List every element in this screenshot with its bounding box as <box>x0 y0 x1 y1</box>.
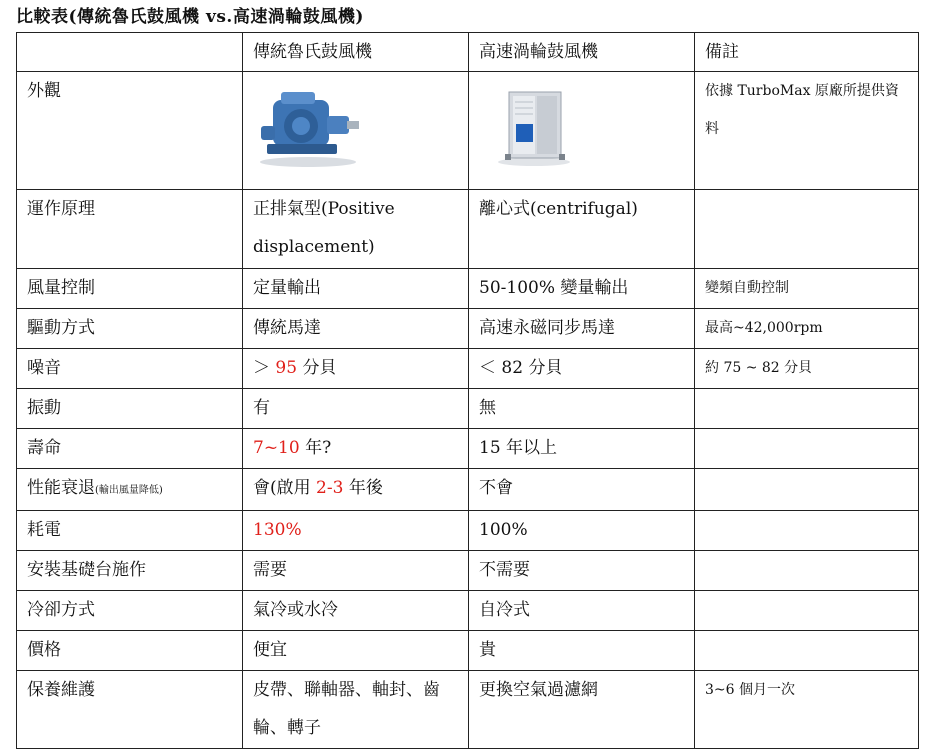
note-drive: 最高~42,000rpm <box>695 309 919 349</box>
turbo-blower-image <box>479 86 589 168</box>
row-label-principle: 運作原理 <box>17 190 243 269</box>
table-row <box>17 469 919 511</box>
table-row <box>17 349 919 389</box>
degrade-prefix: 會(啟用 <box>253 478 317 498</box>
note-airflow: 變頻自動控制 <box>695 269 919 309</box>
roots-cooling: 氣冷或水冷 <box>243 591 469 631</box>
note-foundation <box>695 551 919 591</box>
row-label-drive: 驅動方式 <box>17 309 243 349</box>
header-cell-roots: 傳統魯氏鼓風機 <box>243 33 469 72</box>
roots-power: 130% <box>243 511 469 551</box>
row-label-power: 耗電 <box>17 511 243 551</box>
degrade-suffix: 年後 <box>343 478 383 498</box>
turbo-drive: 高速永磁同步馬達 <box>469 309 695 349</box>
table-row <box>17 511 919 551</box>
appearance-note: 依據 TurboMax 原廠所提供資料 <box>695 72 919 190</box>
roots-airflow: 定量輸出 <box>243 269 469 309</box>
comparison-table <box>16 32 919 749</box>
note-price <box>695 631 919 671</box>
roots-degrade <box>243 469 469 511</box>
note-cooling <box>695 591 919 631</box>
turbo-principle: 離心式(centrifugal) <box>469 190 695 269</box>
turbo-price: 貴 <box>469 631 695 671</box>
degrade-label: 性能衰退 <box>27 478 95 498</box>
turbo-degrade: 不會 <box>469 469 695 511</box>
turbo-airflow: 50-100% 變量輸出 <box>469 269 695 309</box>
noise-unit: 分貝 <box>297 358 337 378</box>
noise-value: 95 <box>275 358 298 378</box>
roots-vibration: 有 <box>243 389 469 429</box>
row-label-noise: 噪音 <box>17 349 243 389</box>
row-label-price: 價格 <box>17 631 243 671</box>
noise-prefix: ＞ <box>253 358 276 378</box>
row-label-cooling: 冷卻方式 <box>17 591 243 631</box>
table-row <box>17 190 919 269</box>
life-unit: 年? <box>299 438 332 458</box>
table-row <box>17 429 919 469</box>
note-life <box>695 429 919 469</box>
header-cell-note: 備註 <box>695 33 919 72</box>
roots-life <box>243 429 469 469</box>
turbo-image-cell <box>469 72 695 190</box>
turbo-cooling: 自冷式 <box>469 591 695 631</box>
note-power <box>695 511 919 551</box>
page-title: 比較表(傳統魯氏鼓風機 vs.高速渦輪鼓風機) <box>16 7 364 27</box>
note-noise: 約 75 ~ 82 分貝 <box>695 349 919 389</box>
row-label-foundation: 安裝基礎台施作 <box>17 551 243 591</box>
turbo-life: 15 年以上 <box>469 429 695 469</box>
table-row <box>17 671 919 749</box>
note-maintenance: 3~6 個月一次 <box>695 671 919 749</box>
row-label-appearance: 外觀 <box>17 72 243 190</box>
header-cell <box>17 33 243 72</box>
degrade-value: 2-3 <box>316 478 344 498</box>
table-row <box>17 551 919 591</box>
table-row <box>17 309 919 349</box>
roots-maintenance: 皮帶、聯軸器、軸封、齒輪、轉子 <box>243 671 469 749</box>
table-row <box>17 389 919 429</box>
turbo-power: 100% <box>469 511 695 551</box>
turbo-maintenance: 更換空氣過濾網 <box>469 671 695 749</box>
roots-blower-image <box>253 86 363 168</box>
table-row <box>17 72 919 190</box>
table-row <box>17 591 919 631</box>
header-cell-turbo: 高速渦輪鼓風機 <box>469 33 695 72</box>
table-row <box>17 269 919 309</box>
life-value: 7~10 <box>253 438 300 458</box>
row-label-degrade <box>17 469 243 511</box>
turbo-foundation: 不需要 <box>469 551 695 591</box>
degrade-sublabel: (輸出風量降低) <box>95 485 163 496</box>
row-label-vibration: 振動 <box>17 389 243 429</box>
turbo-vibration: 無 <box>469 389 695 429</box>
roots-image-cell <box>243 72 469 190</box>
turbo-noise: ＜ 82 分貝 <box>469 349 695 389</box>
roots-noise <box>243 349 469 389</box>
row-label-airflow: 風量控制 <box>17 269 243 309</box>
note-vibration <box>695 389 919 429</box>
table-header-row <box>17 33 919 72</box>
roots-foundation: 需要 <box>243 551 469 591</box>
note-degrade <box>695 469 919 511</box>
row-label-life: 壽命 <box>17 429 243 469</box>
note-principle <box>695 190 919 269</box>
row-label-maintenance: 保養維護 <box>17 671 243 749</box>
roots-principle: 正排氣型(Positive displacement) <box>243 190 469 269</box>
roots-price: 便宜 <box>243 631 469 671</box>
roots-drive: 傳統馬達 <box>243 309 469 349</box>
table-row <box>17 631 919 671</box>
